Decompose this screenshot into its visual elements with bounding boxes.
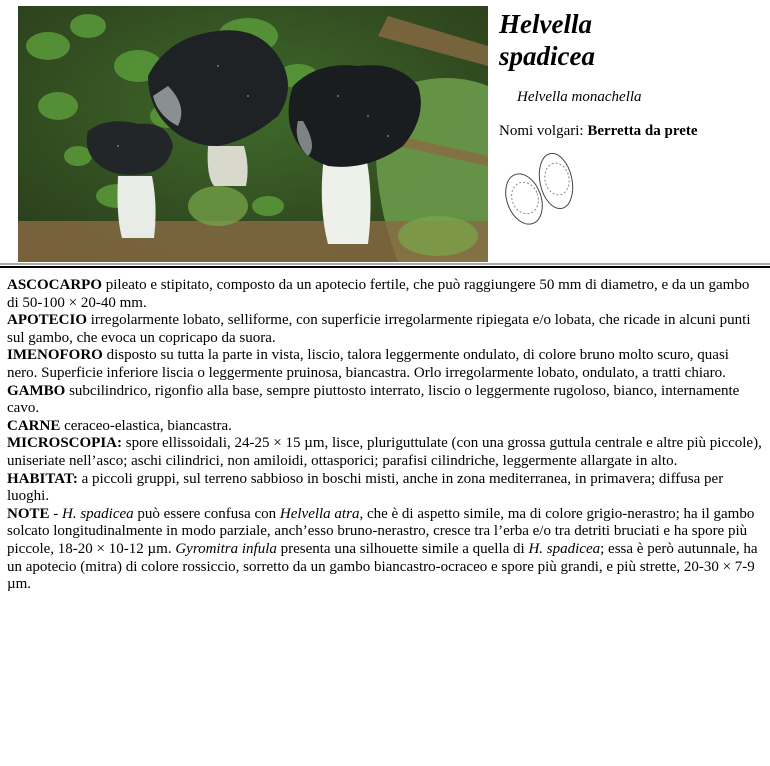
section-apotecio bbox=[7, 312, 763, 347]
common-names-label: Nomi volgari: bbox=[499, 123, 588, 139]
section-text: irregolarmente lobato, selliforme, con superficie irregolarmente ripiegata e/o lobata, che ricade in alcuni punti sul gambo, che evoca un copricapo da suora. bbox=[7, 312, 751, 346]
mushroom-photo bbox=[18, 6, 488, 262]
title-species: spadicea bbox=[499, 41, 595, 71]
section-carne bbox=[7, 418, 763, 436]
common-names-value: Berretta da prete bbox=[587, 123, 698, 139]
section-imenoforo bbox=[7, 347, 763, 382]
section-heading: GAMBO bbox=[7, 382, 66, 399]
note-species: Gyromitra infula bbox=[175, 540, 277, 557]
note-text: presenta una silhouette simile a quella di bbox=[276, 540, 529, 557]
spore-drawing bbox=[500, 148, 580, 228]
section-gambo bbox=[7, 383, 763, 418]
section-text: subcilindrico, rigonfio alla base, sempre piuttosto interrato, liscio o leggermente rugoloso, bianco, internamente cavo. bbox=[7, 382, 740, 417]
section-ascocarpo bbox=[7, 277, 763, 312]
note-species: H. spadicea bbox=[528, 540, 601, 557]
section-text: a piccoli gruppi, sul terreno sabbioso in boschi misti, anche in zona mediterranea, in primavera; diffusa per luoghi. bbox=[7, 470, 724, 505]
section-microscopia bbox=[7, 435, 763, 470]
section-heading: APOTECIO bbox=[7, 312, 88, 329]
section-habitat bbox=[7, 471, 763, 506]
section-text: ceraceo-elastica, biancastra. bbox=[60, 417, 232, 434]
common-names bbox=[499, 123, 698, 140]
section-heading: MICROSCOPIA: bbox=[7, 435, 122, 452]
divider-gray bbox=[0, 263, 770, 265]
section-text: spore ellissoidali, 24-25 × 15 µm, lisce, pluriguttulate (con una grossa guttula centrale e altre più piccole), uniseriate nell’asco; aschi cilindrici, non amiloidi, ottasporici; parafisi cilindriche, leggermente allargate in alto. bbox=[7, 435, 762, 469]
note-text: - bbox=[49, 505, 63, 522]
section-heading: NOTE bbox=[7, 505, 50, 522]
section-heading: IMENOFORO bbox=[7, 347, 103, 364]
species-title bbox=[499, 8, 595, 72]
description bbox=[7, 277, 763, 594]
note-text: , che è di aspetto simile, ma di colore grigio-nerastro; ha il gambo solcato longitudinalmente in modo parziale, anch’esso bruno-nerastro, cresce tra l’erba e/o tra detriti bruciati e ha spore più piccole, 18-20 × 10-12 µm. bbox=[7, 505, 755, 557]
note-species: H. spadicea bbox=[62, 505, 134, 522]
section-heading: ASCOCARPO bbox=[7, 277, 103, 293]
title-genus: Helvella bbox=[499, 9, 592, 39]
note-text: può essere confusa con bbox=[133, 505, 280, 522]
section-note bbox=[7, 506, 763, 594]
synonym: Helvella monachella bbox=[517, 89, 642, 105]
section-text: disposto su tutta la parte in vista, liscio, talora leggermente ondulato, di colore bruno molto scuro, quasi nero. Superficie inferiore liscia o leggermente pruinosa, biancastra. Orlo irregolarmente lobato, ondulato, a tratti chiaro. bbox=[7, 347, 729, 381]
divider-black bbox=[0, 266, 770, 268]
section-heading: CARNE bbox=[7, 417, 61, 434]
note-species: Helvella atra bbox=[279, 505, 360, 522]
note-text: ; essa è però autunnale, ha un apotecio (mitra) di colore rossiccio, sorretto da un gambo biancastro-ocraceo e spore più grandi, e più strette, 20-30 × 7-9 µm. bbox=[7, 540, 758, 593]
section-text: pileato e stipitato, composto da un apotecio fertile, che può raggiungere 50 mm di diametro, e da un gambo di 50-100 × 20-40 mm. bbox=[7, 277, 750, 311]
section-heading: HABITAT: bbox=[7, 470, 78, 487]
